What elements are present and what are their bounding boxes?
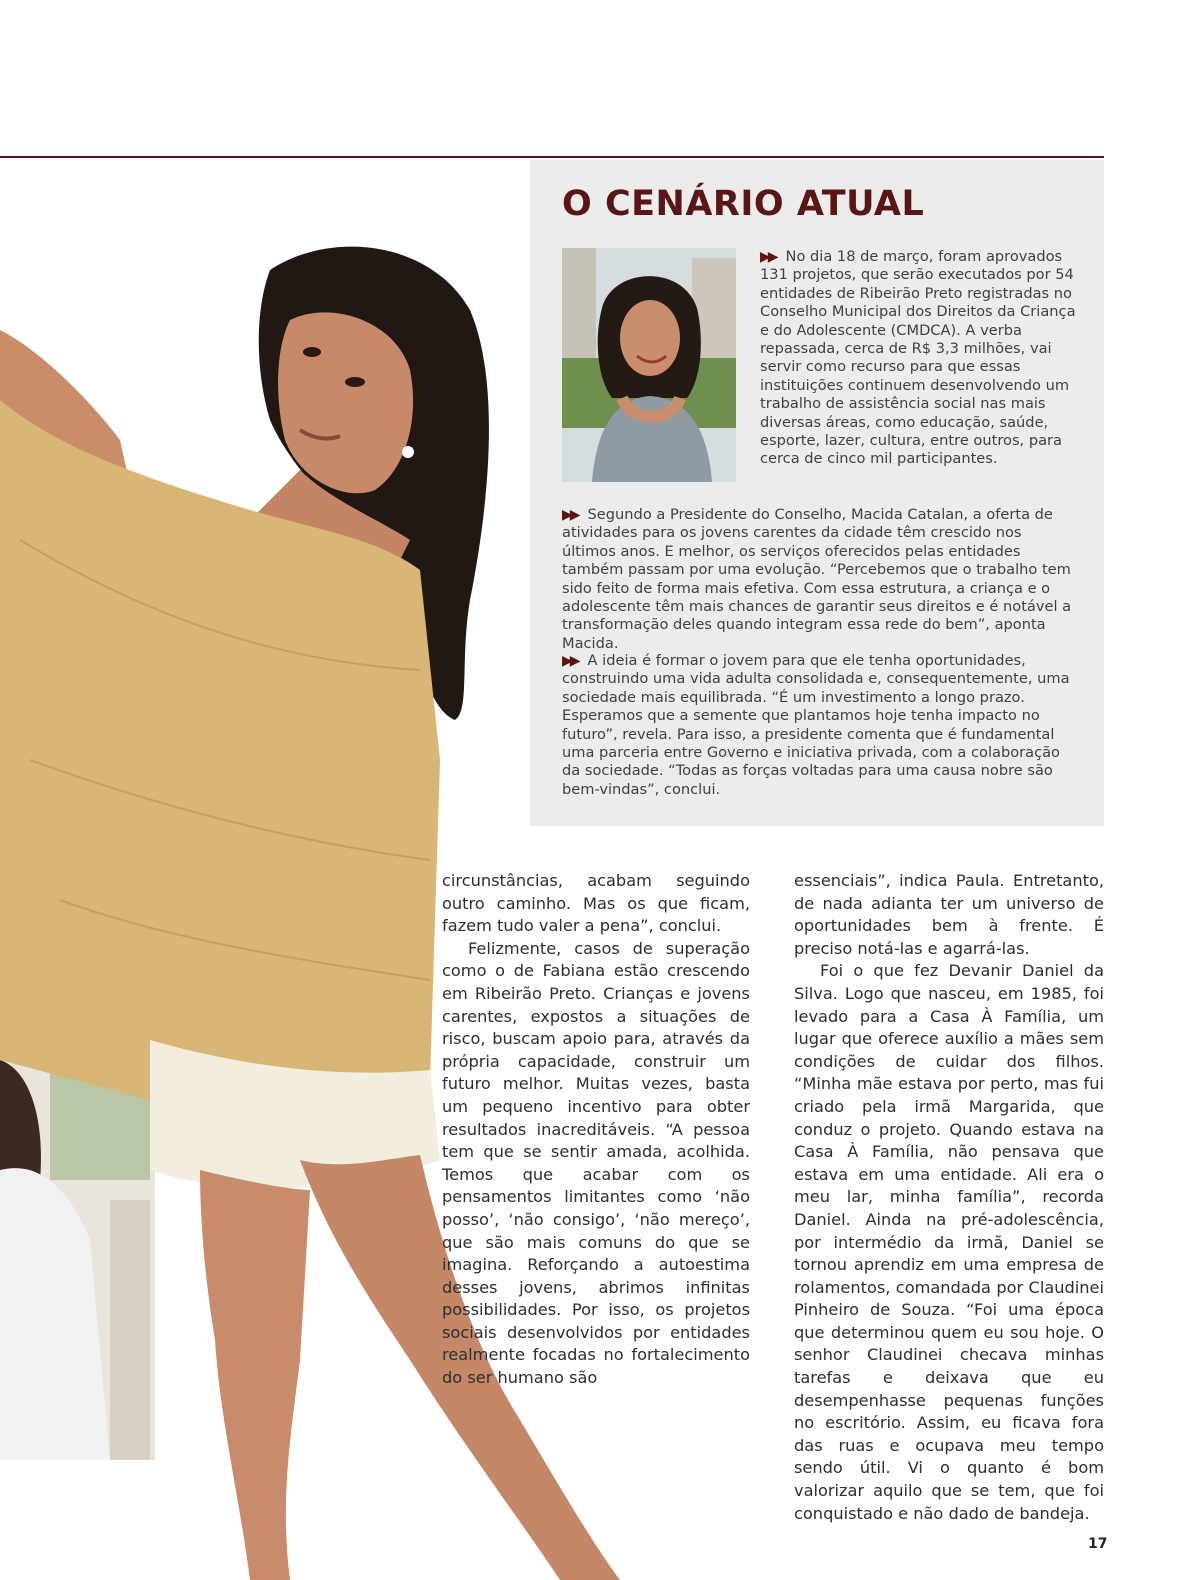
sidebar-paragraph-3 xyxy=(562,652,1076,799)
column-1-paragraph-1: circunstâncias, acabam seguindo outro caminho. Mas os que ficam, fazem tudo valer a pena”, conclui. xyxy=(442,871,750,936)
sidebar-paragraph-1-text: No dia 18 de março, foram aprovados 131 projetos, que serão executados por 54 entidades de Ribeirão Preto registradas no Conselho Municipal dos Direitos da Criança e do Adolescente (CMDCA). A verba repassada, cerca de R$ 3,3 milhões, vai servir como recurso para que essas instituições continuem desenvolvendo um trabalho de assistência social nas mais diversas áreas, como educação, saúde, esporte, lazer, cultura, entre outros, para cerca de cinco mil participantes. xyxy=(760,248,1076,468)
top-rule xyxy=(0,156,1104,158)
column-2-paragraph-2: Foi o que fez Devanir Daniel da Silva. Logo que nasceu, em 1985, foi levado para a Casa À Família, um lugar que oferece auxílio a mães sem condições de cuidar dos filhos. “Minha mãe estava por perto, mas fui criado pela irmã Margarida, que conduz o projeto. Quando estava na Casa À Família, não pensava que estava em uma entidade. Ali era o meu lar, minha família”, recorda Daniel. Ainda na pré-adolescência, por intermédio da irmã, Daniel se tornou aprendiz em uma empresa de rolamentos, comandada por Claudinei Pinheiro de Souza. “Foi uma época que determinou quem eu sou hoje. O senhor Claudinei checava minhas tarefas e deixava que eu desempenhasse pequenas funções no escritório. Assim, eu ficava fora das ruas e ocupava meu tempo sendo útil. Vi o quanto é bom valorizar aquilo que se tem, que foi conquistado e não dado de bandeja. xyxy=(794,961,1104,1523)
column-1-paragraph-2: Felizmente, casos de superação como o de Fabiana estão crescendo em Ribeirão Preto. Crianças e jovens carentes, expostos a situações de risco, buscam apoio para, através da própria capacidade, construir um futuro melhor. Muitas vezes, basta um pequeno incentivo para obter resultados inacreditáveis. “A pessoa tem que se sentir amada, acolhida. Temos que acabar com os pensamentos limitantes como ‘não posso’, ‘não consigo’, ‘não mereço’, que são mais comuns do que se imagina. Reforçando a autoestima desses jovens, abrimos infinitas possibilidades. Por isso, os projetos sociais desenvolvidos por entidades realmente focadas no fortalecimento do ser humano são xyxy=(442,938,750,1388)
double-arrow-icon: ▶▶ xyxy=(562,507,578,523)
sidebar-title: O CENÁRIO ATUAL xyxy=(562,184,925,224)
article-column-2 xyxy=(794,870,1104,1525)
sidebar-paragraph-2-text: Segundo a Presidente do Conselho, Macida Catalan, a oferta de atividades para os jovens carentes da cidade têm crescido nos últimos anos. E melhor, os serviços oferecidos pelas entidades também passam por uma evolução. “Percebemos que o trabalho tem sido feito de forma mais efetiva. Com essa estrutura, a criança e o adolescente têm mais chances de garantir seus direitos e é notável a transformação deles quando integram essa rede do bem”, aponta Macida. xyxy=(562,506,1072,652)
double-arrow-icon: ▶▶ xyxy=(562,653,578,669)
sidebar-paragraph-1 xyxy=(760,248,1076,469)
sidebar-paragraph-3-text: A ideia é formar o jovem para que ele tenha oportunidades, construindo uma vida adulta consolidada e, consequentemente, uma sociedade mais equilibrada. “É um investimento a longo prazo. Esperamos que a semente que plantamos hoje tenha impacto no futuro”, revela. Para isso, a presidente comenta que é fundamental uma parceria entre Governo e iniciativa privada, com a colaboração da sociedade. “Todas as forças voltadas para uma causa nobre são bem-vindas”, conclui. xyxy=(562,652,1070,798)
sidebar-paragraph-2 xyxy=(562,506,1076,653)
portrait-photo xyxy=(562,248,736,482)
article-column-1 xyxy=(442,870,750,1390)
page-number: 17 xyxy=(1088,1536,1108,1552)
double-arrow-icon: ▶▶ xyxy=(760,249,776,265)
sidebar-box xyxy=(530,160,1104,826)
column-2-paragraph-1: essenciais”, indica Paula. Entretanto, de nada adianta ter um universo de oportunidades bem à frente. É preciso notá-las e agarrá-las. xyxy=(794,871,1104,958)
